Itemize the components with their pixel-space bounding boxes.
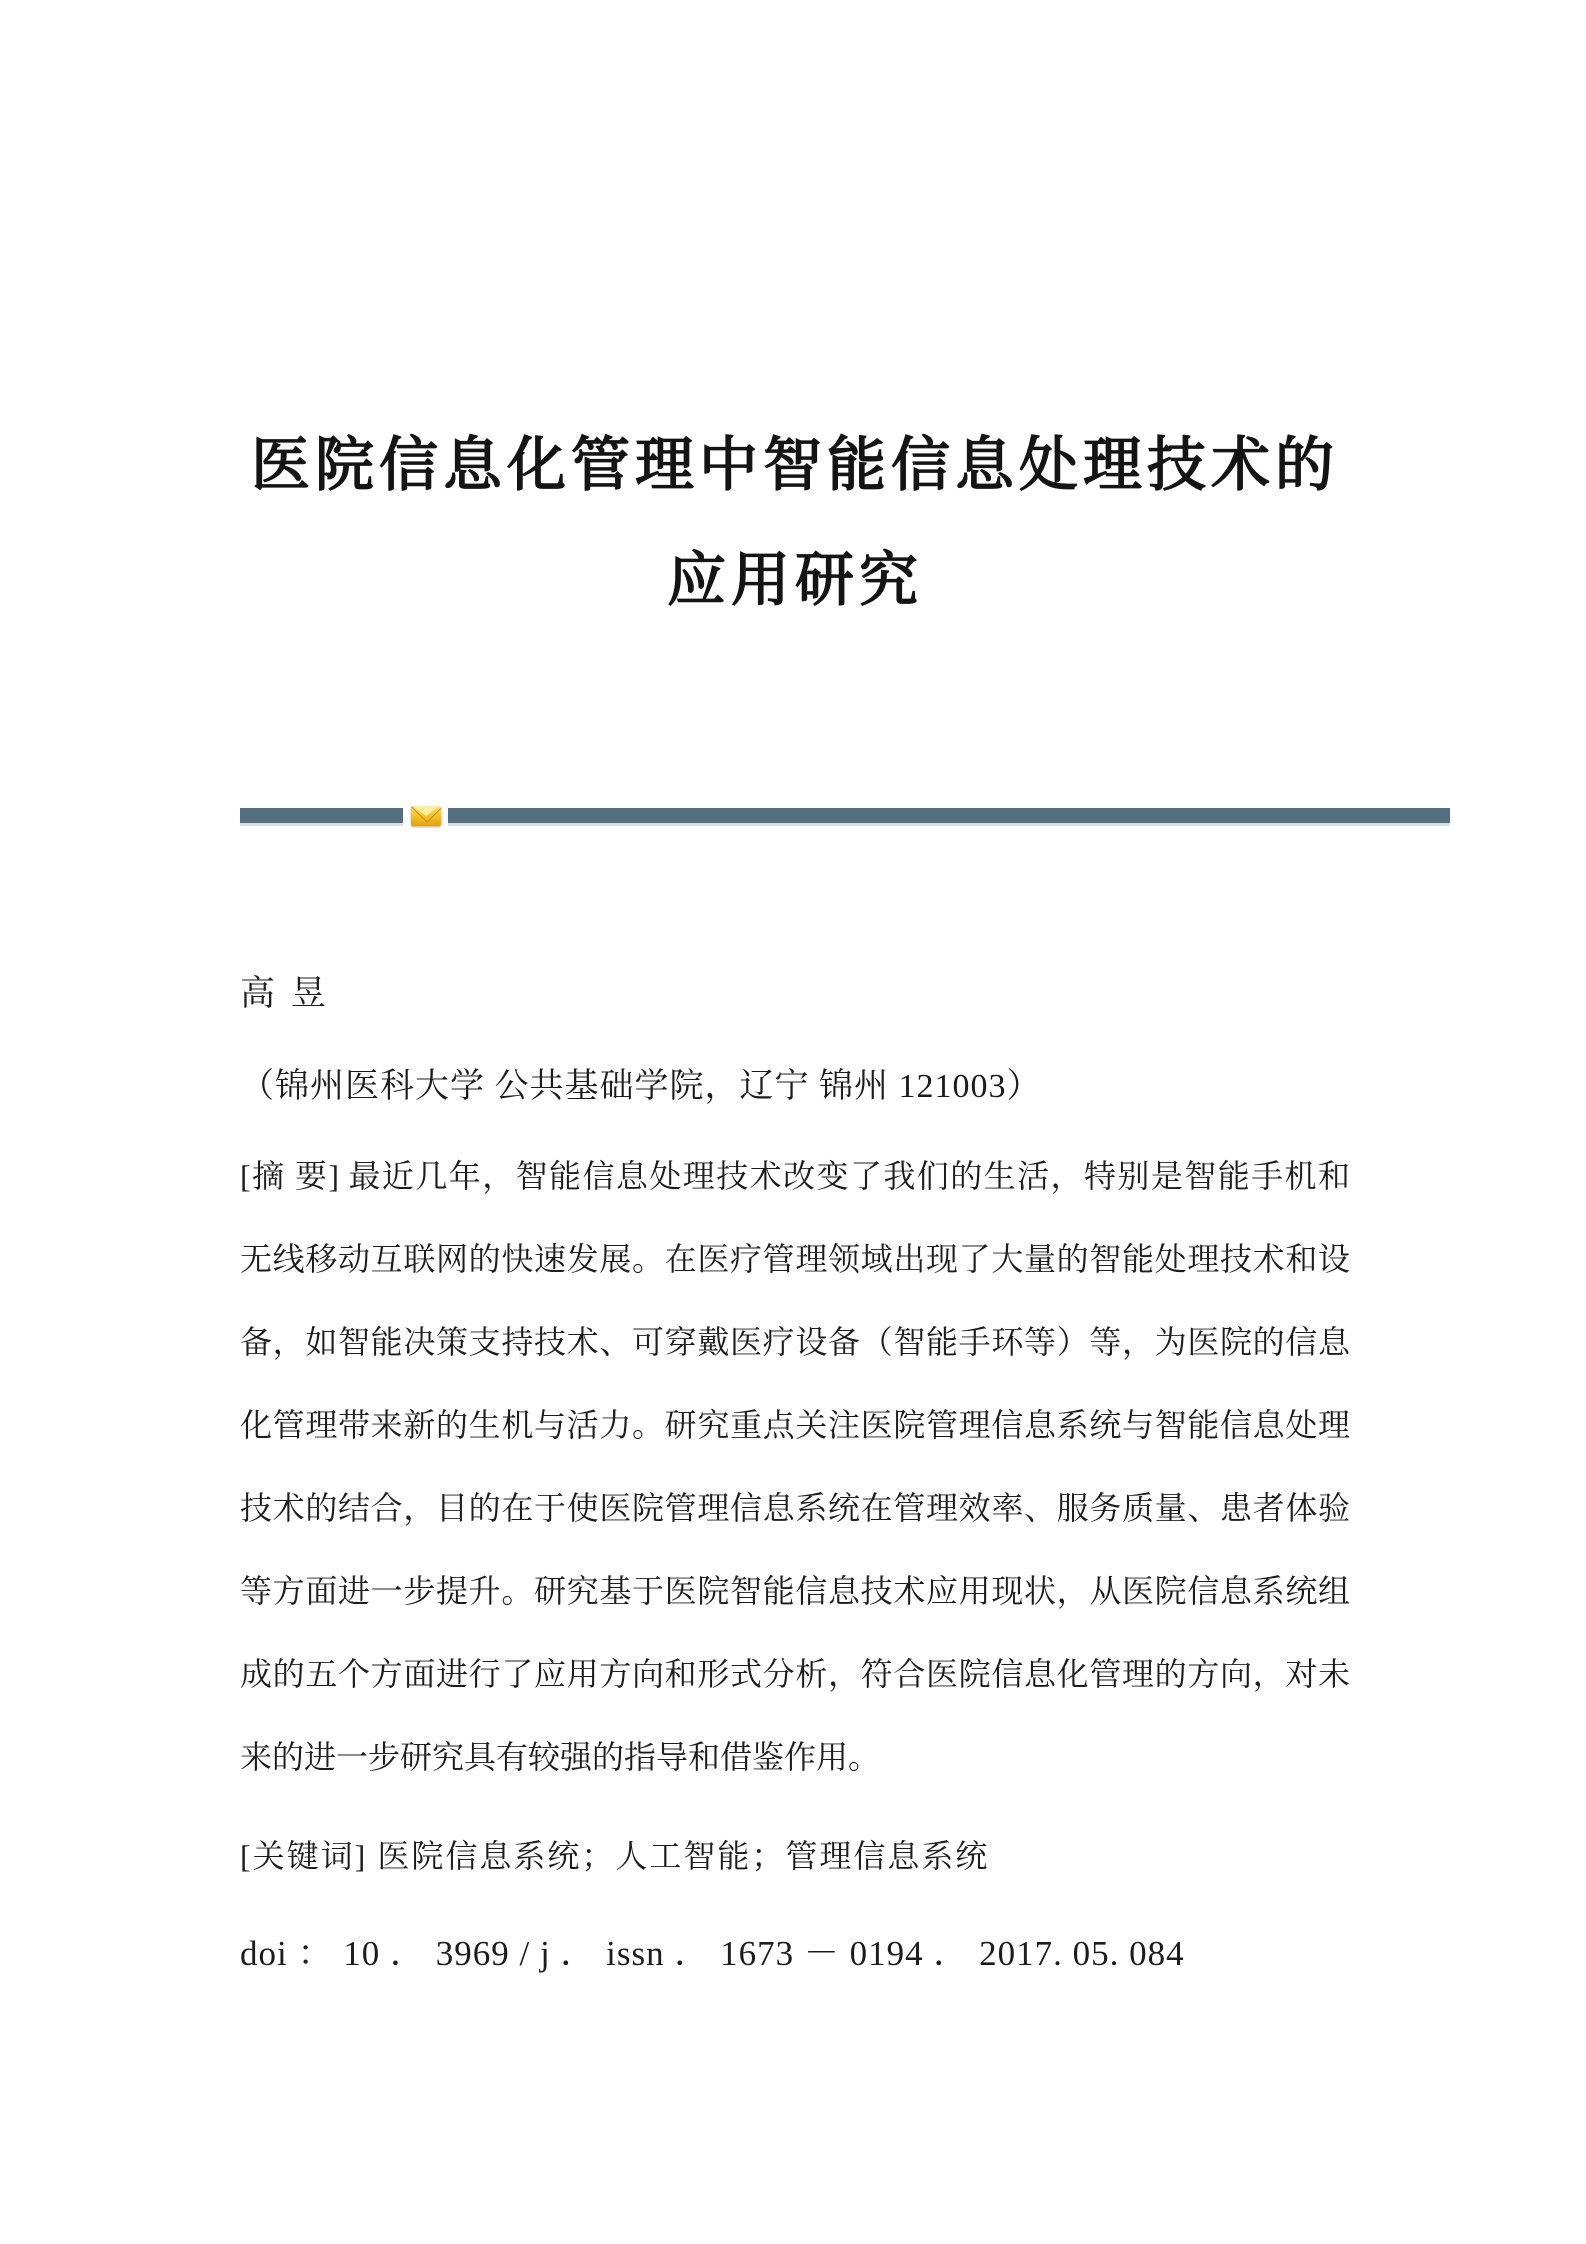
author-name: 高昱 <box>240 974 342 1013</box>
abstract-line: 备，如智能决策支持技术、可穿戴医疗设备（智能手环等）等，为医院的信息 <box>240 1324 1350 1360</box>
abstract-line: 来的进一步研究具有较强的指导和借鉴作用。 <box>240 1739 881 1775</box>
doi-line: doi ： 10 ． 3969 / j ． issn ． 1673 － 0194 ． 2017. 05. 084 <box>240 1934 1185 1973</box>
abstract-line: 成的五个方面进行了应用方向和形式分析，符合医院信息化管理的方向，对未 <box>240 1656 1350 1692</box>
keywords-line: [关键词] 医院信息系统；人工智能；管理信息系统 <box>240 1838 990 1874</box>
abstract-line: [摘 要] 最近几年，智能信息处理技术改变了我们的生活，特别是智能手机和 <box>240 1158 1350 1194</box>
divider-bar-right <box>448 808 1450 823</box>
article-title-line-2: 应用研究 <box>666 547 923 613</box>
envelope-icon <box>411 806 441 826</box>
abstract-line: 技术的结合，目的在于使医院管理信息系统在管理效率、服务质量、患者体验 <box>240 1490 1350 1526</box>
title-divider <box>240 807 1450 824</box>
abstract-paragraph <box>240 1135 1350 1799</box>
abstract-line: 等方面进一步提升。研究基于医院智能信息技术应用现状，从医院信息系统组 <box>240 1573 1350 1609</box>
author-affiliation: （锦州医科大学 公共基础学院，辽宁 锦州 121003） <box>240 1068 1042 1105</box>
divider-bar-left <box>240 808 403 823</box>
article-title-line-1: 医院信息化管理中智能信息处理技术的 <box>250 432 1339 498</box>
abstract-line: 化管理带来新的生机与活力。研究重点关注医院管理信息系统与智能信息处理 <box>240 1407 1350 1443</box>
article-title <box>240 408 1350 638</box>
abstract-line: 无线移动互联网的快速发展。在医疗管理领域出现了大量的智能处理技术和设 <box>240 1241 1350 1277</box>
divider-icon-slot <box>403 806 448 826</box>
